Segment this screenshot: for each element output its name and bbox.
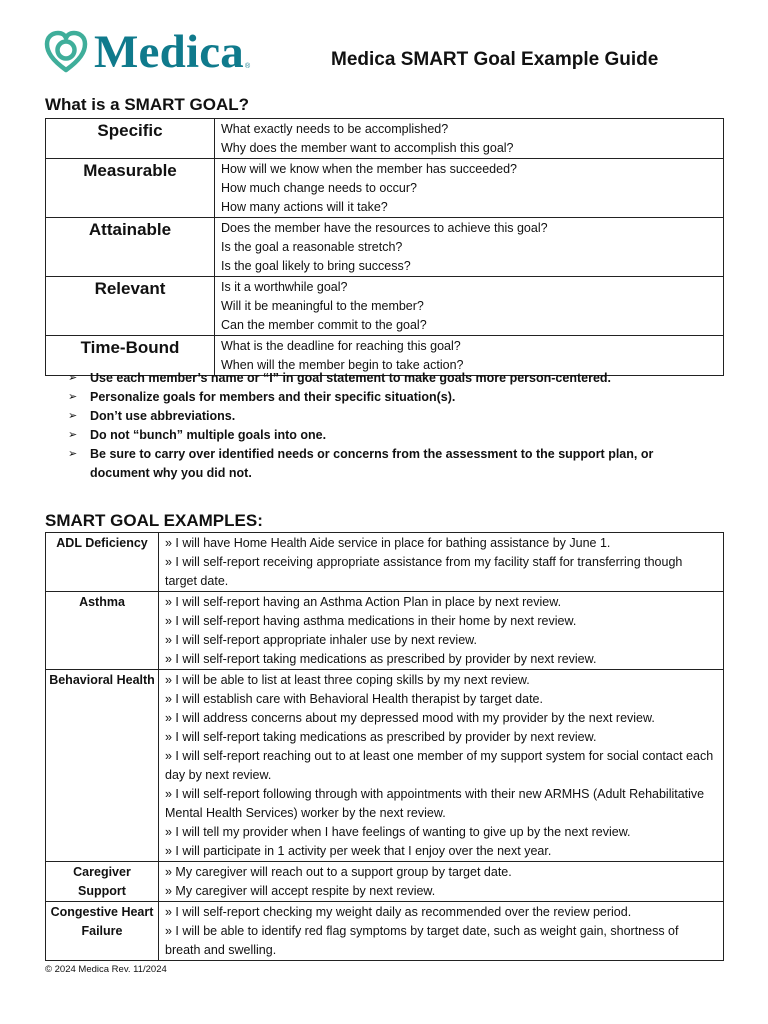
example-row <box>46 592 724 670</box>
goal-statement: » I will have Home Health Aide service in place for bathing assistance by June 1. <box>165 536 611 550</box>
smart-question: When will the member begin to take action? <box>221 358 464 372</box>
goal-list <box>159 592 724 670</box>
goal-list <box>159 670 724 862</box>
smart-question: Can the member commit to the goal? <box>221 318 427 332</box>
condition-label: Caregiver Support <box>46 862 159 902</box>
smart-row <box>46 159 724 218</box>
goal-statement: » My caregiver will reach out to a support group by target date. <box>165 865 512 879</box>
smart-row <box>46 277 724 336</box>
goal-statement: » I will self-report reaching out to at least one member of my support system for social contact each day by next review. <box>165 749 714 782</box>
goal-statement: » I will establish care with Behavioral Health therapist by target date. <box>165 692 543 706</box>
goal-statement: » I will self-report receiving appropriate assistance from my facility staff for transferring though target date. <box>165 555 683 588</box>
smart-questions <box>215 277 724 336</box>
examples-table <box>45 532 724 961</box>
tip-item <box>68 407 708 426</box>
smart-question: Will it be meaningful to the member? <box>221 299 424 313</box>
tip-text: Personalize goals for members and their specific situation(s). <box>90 390 456 404</box>
smart-term: Measurable <box>46 159 215 218</box>
example-row <box>46 862 724 902</box>
tip-text: Be sure to carry over identified needs or concerns from the assessment to the support plan, or document why you did not. <box>90 447 654 480</box>
goal-statement: » I will participate in 1 activity per week that I enjoy over the next year. <box>165 844 552 858</box>
condition-label: Behavioral Health <box>46 670 159 862</box>
smart-question: Is the goal a reasonable stretch? <box>221 240 403 254</box>
tips-list <box>68 369 708 483</box>
smart-question: Is it a worthwhile goal? <box>221 280 348 294</box>
goal-statement: » My caregiver will accept respite by next review. <box>165 884 436 898</box>
tip-text: Do not “bunch” multiple goals into one. <box>90 428 327 442</box>
tip-item <box>68 388 708 407</box>
arrow-bullet-icon: ➢ <box>68 391 78 403</box>
arrow-bullet-icon: ➢ <box>68 372 78 384</box>
example-row <box>46 533 724 592</box>
medica-heart-icon <box>44 30 88 74</box>
goal-statement: » I will self-report taking medications as prescribed by provider by next review. <box>165 652 597 666</box>
goal-statement: » I will be able to list at least three coping skills by my next review. <box>165 673 530 687</box>
example-row <box>46 902 724 961</box>
registered-mark: ® <box>244 63 251 70</box>
smart-question: How many actions will it take? <box>221 200 388 214</box>
smart-question: What is the deadline for reaching this goal? <box>221 339 461 353</box>
condition-label: Congestive Heart Failure <box>46 902 159 961</box>
goal-list <box>159 902 724 961</box>
smart-question: Does the member have the resources to achieve this goal? <box>221 221 548 235</box>
tip-item <box>68 426 708 445</box>
goal-list <box>159 533 724 592</box>
smart-term: Specific <box>46 119 215 159</box>
footer-copyright: © 2024 Medica Rev. 11/2024 <box>45 964 167 975</box>
condition-label: Asthma <box>46 592 159 670</box>
smart-term: Relevant <box>46 277 215 336</box>
goal-statement: » I will self-report appropriate inhaler use by next review. <box>165 633 477 647</box>
arrow-bullet-icon: ➢ <box>68 429 78 441</box>
condition-label: ADL Deficiency <box>46 533 159 592</box>
smart-question: How much change needs to occur? <box>221 181 417 195</box>
goal-statement: » I will address concerns about my depressed mood with my provider by the next review. <box>165 711 655 725</box>
goal-statement: » I will self-report taking medications as prescribed by provider by next review. <box>165 730 597 744</box>
smart-term: Time-Bound <box>46 336 215 376</box>
smart-goal-heading: What is a SMART GOAL? <box>45 95 249 114</box>
example-row <box>46 670 724 862</box>
smart-question: Is the goal likely to bring success? <box>221 259 411 273</box>
examples-heading: SMART GOAL EXAMPLES: <box>45 511 263 530</box>
smart-row <box>46 119 724 159</box>
smart-definition-table <box>45 118 724 376</box>
goal-statement: » I will self-report checking my weight daily as recommended over the review period. <box>165 905 632 919</box>
document-title: Medica SMART Goal Example Guide <box>331 49 659 70</box>
arrow-bullet-icon: ➢ <box>68 410 78 422</box>
medica-logo <box>44 25 251 78</box>
tip-text: Don’t use abbreviations. <box>90 409 236 423</box>
goal-list <box>159 862 724 902</box>
smart-question: Why does the member want to accomplish this goal? <box>221 141 514 155</box>
goal-statement: » I will be able to identify red flag symptoms by target date, such as weight gain, shortness of breath and swelling. <box>165 924 679 957</box>
smart-row <box>46 218 724 277</box>
smart-questions <box>215 119 724 159</box>
tip-item <box>68 369 708 388</box>
goal-statement: » I will self-report following through with appointments with their new ARMHS (Adult Rehabilitative Mental Health Services) worker by the next review. <box>165 787 705 820</box>
brand-name: Medica <box>94 25 244 78</box>
arrow-bullet-icon: ➢ <box>68 448 78 460</box>
tip-item <box>68 445 708 483</box>
tip-text: Use each member’s name or “I” in goal statement to make goals more person-centered. <box>90 371 612 385</box>
goal-statement: » I will self-report having asthma medications in their home by next review. <box>165 614 577 628</box>
smart-questions <box>215 159 724 218</box>
goal-statement: » I will tell my provider when I have feelings of wanting to give up by the next review. <box>165 825 631 839</box>
smart-question: What exactly needs to be accomplished? <box>221 122 449 136</box>
smart-question: How will we know when the member has succeeded? <box>221 162 517 176</box>
smart-questions <box>215 218 724 277</box>
goal-statement: » I will self-report having an Asthma Action Plan in place by next review. <box>165 595 562 609</box>
smart-term: Attainable <box>46 218 215 277</box>
